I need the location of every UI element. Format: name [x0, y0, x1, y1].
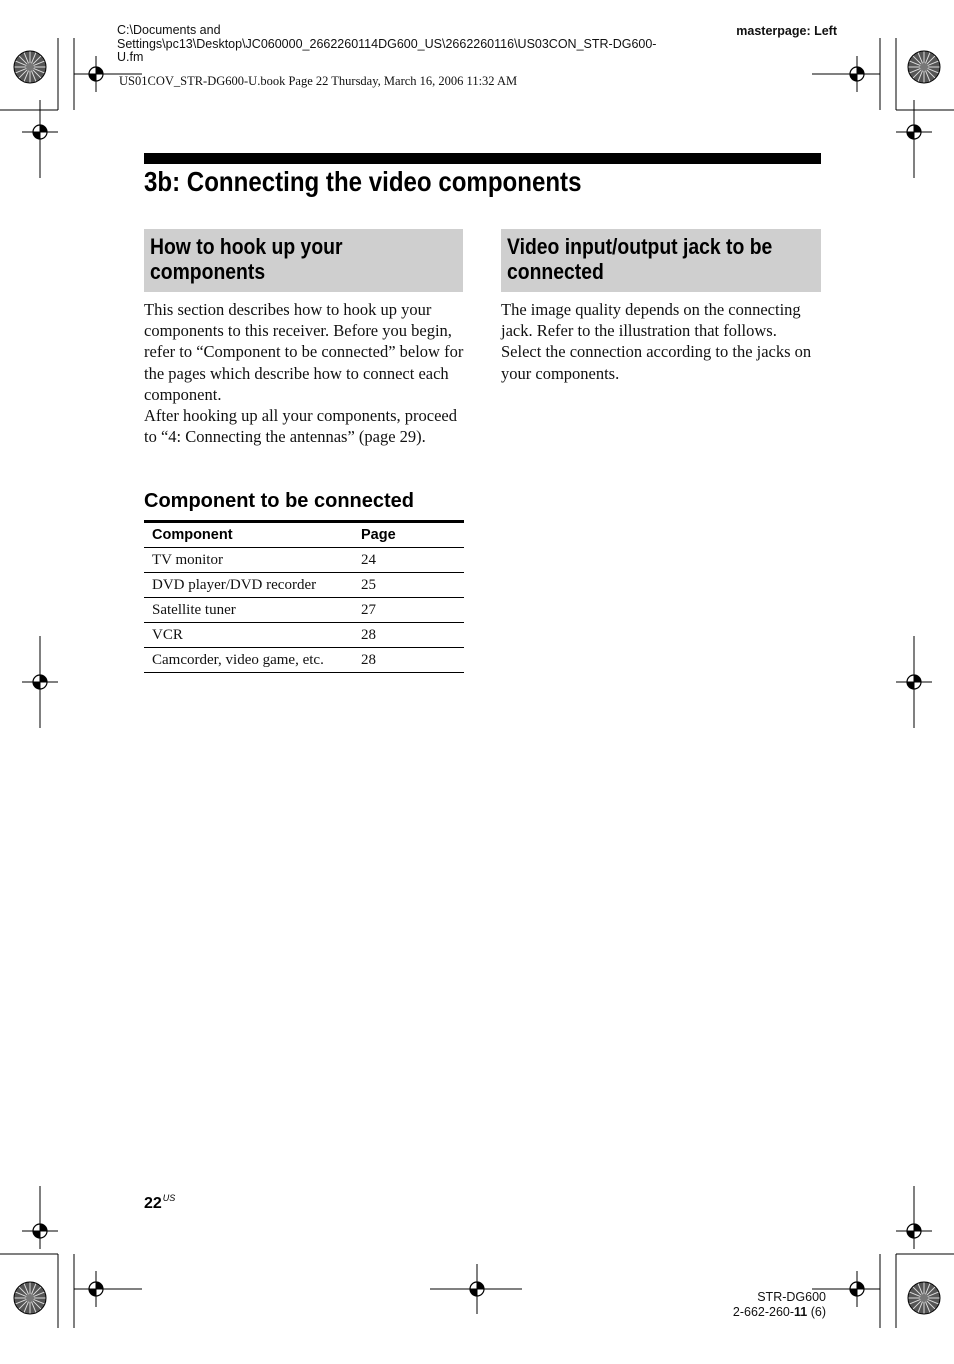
component-table: [144, 520, 464, 673]
heading-line: connected: [507, 259, 604, 284]
model-name: STR-DG600: [757, 1290, 826, 1304]
model-code: [700, 1305, 826, 1320]
model-info: [700, 1290, 826, 1320]
masterpage-label: masterpage: Left: [736, 24, 837, 38]
heading-line: How to hook up your: [150, 234, 343, 259]
hookup-paragraph: After hooking up all your components, proceed to “4: Connecting the antennas” (page 29).: [144, 406, 457, 447]
page-cell: 27: [353, 598, 464, 623]
file-path-line: U.fm: [117, 50, 144, 64]
video-jack-paragraph: The image quality depends on the connecting jack. Refer to the illustration that follows. Select the connection according to the jacks on your components.: [501, 300, 812, 383]
file-path-line: Settings\pc13\Desktop\JC060000_2662260114DG600_US\2662260116\US03CON_STR-DG600-: [117, 36, 657, 51]
hookup-paragraph: This section describes how to hook up your components to this receiver. Before you begin, refer to “Component to be connected” below for the pages which describe how to connect each component.: [144, 300, 464, 404]
component-subheading: Component to be connected: [144, 490, 414, 512]
hookup-body: [144, 299, 464, 447]
table-row: [144, 548, 464, 573]
column-header-page: Page: [353, 522, 464, 548]
page-cell: 24: [353, 548, 464, 573]
file-path-header: [117, 24, 717, 65]
column-header-component: Component: [144, 522, 353, 548]
component-cell: Camcorder, video game, etc.: [144, 648, 353, 673]
page-number-value: 22: [144, 1195, 162, 1212]
model-code-prefix: 2-662-260-: [732, 1305, 795, 1319]
table-header-row: [144, 522, 464, 548]
model-code-suffix: (6): [807, 1305, 826, 1319]
page-cell: 28: [353, 648, 464, 673]
table-row: [144, 648, 464, 673]
page-cell: 28: [353, 623, 464, 648]
file-path-line: C:\Documents and: [117, 23, 221, 37]
model-code-bold: 11: [794, 1305, 808, 1319]
title-rule: [144, 153, 821, 164]
table-row: [144, 573, 464, 598]
component-cell: DVD player/DVD recorder: [144, 573, 353, 598]
component-cell: Satellite tuner: [144, 598, 353, 623]
page-number-suffix: US: [162, 1193, 176, 1203]
heading-line: Video input/output jack to be: [507, 234, 773, 259]
page-title: 3b: Connecting the video components: [144, 166, 582, 197]
section-heading-video-jack: [501, 229, 821, 292]
table-row: [144, 623, 464, 648]
component-cell: TV monitor: [144, 548, 353, 573]
table-row: [144, 598, 464, 623]
book-info: US01COV_STR-DG600-U.book Page 22 Thursday, March 16, 2006 11:32 AM: [119, 74, 518, 88]
component-cell: VCR: [144, 623, 353, 648]
section-heading-hookup: [144, 229, 463, 292]
page-cell: 25: [353, 573, 464, 598]
page-number: [144, 1195, 175, 1213]
heading-line: components: [150, 259, 266, 284]
video-jack-body: [501, 299, 821, 384]
